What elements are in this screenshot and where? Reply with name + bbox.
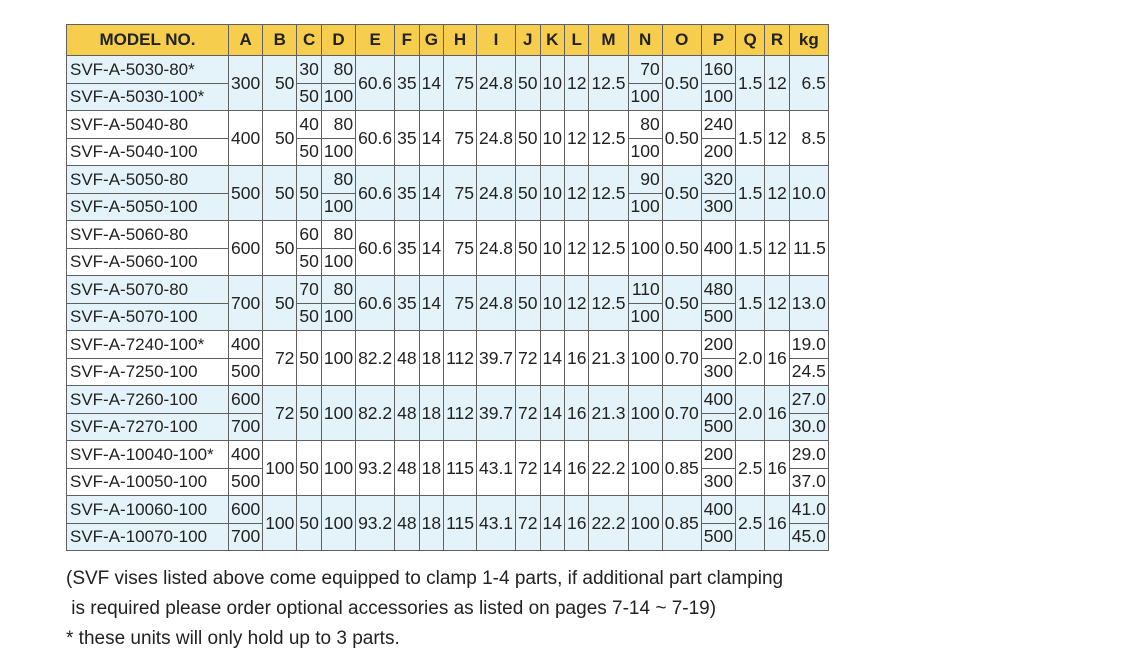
cell-d: 100: [321, 303, 355, 331]
cell-d: 100: [321, 248, 355, 276]
table-row: [67, 56, 829, 84]
cell-q: 2.5: [735, 496, 764, 551]
cell-d: 100: [321, 193, 355, 221]
cell-b: 50: [263, 166, 297, 221]
header-col-f: F: [395, 25, 419, 56]
cell-kg: 11.5: [789, 221, 828, 276]
cell-p: 160: [701, 56, 735, 84]
header-col-k: K: [540, 25, 564, 56]
header-col-r: R: [765, 25, 789, 56]
cell-kg: 6.5: [789, 56, 828, 111]
header-col-p: P: [701, 25, 735, 56]
cell-n: 100: [628, 441, 662, 496]
cell-r: 16: [765, 441, 789, 496]
cell-c: 30: [297, 56, 321, 84]
cell-b: 50: [263, 111, 297, 166]
cell-d: 80: [321, 221, 355, 249]
cell-d: 100: [321, 441, 355, 496]
cell-r: 12: [765, 276, 789, 331]
cell-k: 10: [540, 56, 564, 111]
model-cell: SVF-A-10070-100: [67, 523, 229, 551]
model-cell: SVF-A-5030-100*: [67, 83, 229, 111]
model-cell: SVF-A-5070-100: [67, 303, 229, 331]
cell-h: 112: [444, 331, 477, 386]
cell-m: 12.5: [589, 166, 628, 221]
cell-f: 48: [395, 386, 419, 441]
cell-d: 80: [321, 276, 355, 304]
cell-p: 240: [701, 111, 735, 139]
cell-h: 75: [444, 111, 477, 166]
cell-b: 50: [263, 276, 297, 331]
cell-r: 16: [765, 496, 789, 551]
cell-b: 50: [263, 56, 297, 111]
cell-p: 500: [701, 303, 735, 331]
cell-m: 12.5: [589, 221, 628, 276]
cell-f: 35: [395, 56, 419, 111]
model-cell: SVF-A-5070-80: [67, 276, 229, 304]
cell-a: 700: [229, 413, 263, 441]
cell-l: 16: [564, 331, 588, 386]
cell-p: 300: [701, 358, 735, 386]
cell-k: 10: [540, 166, 564, 221]
cell-a: 500: [229, 358, 263, 386]
cell-d: 80: [321, 56, 355, 84]
table-row: [67, 496, 829, 524]
cell-n: 100: [628, 138, 662, 166]
cell-g: 14: [419, 166, 443, 221]
model-cell: SVF-A-5060-80: [67, 221, 229, 249]
cell-n: 100: [628, 496, 662, 551]
cell-n: 100: [628, 331, 662, 386]
header-col-b: B: [263, 25, 297, 56]
spec-table-body: [67, 56, 829, 551]
cell-n: 100: [628, 386, 662, 441]
cell-f: 48: [395, 496, 419, 551]
cell-a: 400: [229, 441, 263, 469]
model-cell: SVF-A-10040-100*: [67, 441, 229, 469]
cell-c: 50: [297, 441, 321, 496]
cell-g: 14: [419, 111, 443, 166]
header-col-d: D: [321, 25, 355, 56]
cell-c: 50: [297, 496, 321, 551]
cell-n: 110: [628, 276, 662, 304]
cell-i: 39.7: [476, 386, 515, 441]
cell-q: 1.5: [735, 56, 764, 111]
cell-p: 200: [701, 441, 735, 469]
cell-f: 35: [395, 221, 419, 276]
cell-kg: 24.5: [789, 358, 828, 386]
cell-e: 93.2: [356, 496, 395, 551]
cell-j: 50: [516, 166, 540, 221]
cell-k: 14: [540, 441, 564, 496]
cell-f: 35: [395, 111, 419, 166]
footnotes: [66, 564, 783, 654]
cell-r: 12: [765, 56, 789, 111]
model-cell: SVF-A-5040-80: [67, 111, 229, 139]
cell-kg: 19.0: [789, 331, 828, 359]
cell-q: 1.5: [735, 166, 764, 221]
header-model-no: MODEL NO.: [67, 25, 229, 56]
cell-r: 12: [765, 166, 789, 221]
header-col-q: Q: [735, 25, 764, 56]
cell-a: 500: [229, 166, 263, 221]
cell-g: 18: [419, 331, 443, 386]
cell-c: 50: [297, 303, 321, 331]
cell-c: 60: [297, 221, 321, 249]
model-cell: SVF-A-10050-100: [67, 468, 229, 496]
cell-e: 82.2: [356, 331, 395, 386]
cell-kg: 37.0: [789, 468, 828, 496]
cell-m: 21.3: [589, 331, 628, 386]
cell-l: 12: [564, 276, 588, 331]
cell-d: 100: [321, 83, 355, 111]
cell-p: 400: [701, 386, 735, 414]
cell-d: 80: [321, 111, 355, 139]
table-row: [67, 166, 829, 194]
spec-table: [66, 24, 829, 551]
cell-d: 100: [321, 331, 355, 386]
model-cell: SVF-A-10060-100: [67, 496, 229, 524]
cell-e: 60.6: [356, 111, 395, 166]
cell-q: 1.5: [735, 111, 764, 166]
cell-p: 500: [701, 523, 735, 551]
cell-i: 24.8: [476, 221, 515, 276]
cell-a: 700: [229, 276, 263, 331]
cell-kg: 8.5: [789, 111, 828, 166]
cell-i: 43.1: [476, 441, 515, 496]
cell-k: 10: [540, 276, 564, 331]
cell-a: 700: [229, 523, 263, 551]
cell-p: 480: [701, 276, 735, 304]
cell-o: 0.50: [662, 111, 701, 166]
cell-kg: 41.0: [789, 496, 828, 524]
cell-m: 12.5: [589, 111, 628, 166]
cell-c: 50: [297, 138, 321, 166]
cell-p: 320: [701, 166, 735, 194]
cell-a: 300: [229, 56, 263, 111]
cell-r: 12: [765, 221, 789, 276]
cell-n: 80: [628, 111, 662, 139]
cell-k: 10: [540, 221, 564, 276]
spec-table-container: [66, 24, 829, 551]
cell-n: 100: [628, 83, 662, 111]
cell-p: 200: [701, 331, 735, 359]
model-cell: SVF-A-7270-100: [67, 413, 229, 441]
cell-b: 72: [263, 331, 297, 386]
note-line-3: * these units will only hold up to 3 parts.: [66, 628, 400, 649]
cell-c: 50: [297, 83, 321, 111]
cell-o: 0.50: [662, 166, 701, 221]
cell-m: 21.3: [589, 386, 628, 441]
cell-l: 12: [564, 111, 588, 166]
cell-kg: 29.0: [789, 441, 828, 469]
cell-e: 60.6: [356, 166, 395, 221]
cell-g: 14: [419, 56, 443, 111]
model-cell: SVF-A-5030-80*: [67, 56, 229, 84]
cell-r: 16: [765, 331, 789, 386]
header-col-a: A: [229, 25, 263, 56]
cell-b: 50: [263, 221, 297, 276]
cell-a: 400: [229, 111, 263, 166]
table-row: [67, 276, 829, 304]
cell-j: 50: [516, 56, 540, 111]
model-cell: SVF-A-5060-100: [67, 248, 229, 276]
cell-l: 16: [564, 496, 588, 551]
cell-q: 2.0: [735, 386, 764, 441]
cell-k: 14: [540, 331, 564, 386]
cell-c: 70: [297, 276, 321, 304]
cell-kg: 13.0: [789, 276, 828, 331]
note-line-1: (SVF vises listed above come equipped to clamp 1-4 parts, if additional part clamping: [66, 568, 784, 589]
cell-h: 115: [444, 496, 477, 551]
cell-j: 72: [516, 496, 540, 551]
cell-p: 400: [701, 496, 735, 524]
cell-j: 72: [516, 386, 540, 441]
cell-h: 75: [444, 276, 477, 331]
cell-c: 50: [297, 248, 321, 276]
cell-b: 100: [263, 496, 297, 551]
cell-f: 48: [395, 441, 419, 496]
cell-n: 70: [628, 56, 662, 84]
table-row: [67, 221, 829, 249]
cell-c: 50: [297, 166, 321, 221]
cell-q: 1.5: [735, 221, 764, 276]
header-col-g: G: [419, 25, 443, 56]
cell-n: 100: [628, 221, 662, 276]
cell-i: 24.8: [476, 276, 515, 331]
cell-d: 100: [321, 386, 355, 441]
cell-r: 16: [765, 386, 789, 441]
cell-o: 0.85: [662, 441, 701, 496]
cell-a: 500: [229, 468, 263, 496]
header-col-m: M: [589, 25, 628, 56]
cell-q: 2.0: [735, 331, 764, 386]
cell-o: 0.50: [662, 56, 701, 111]
cell-n: 100: [628, 193, 662, 221]
cell-g: 14: [419, 221, 443, 276]
cell-o: 0.70: [662, 386, 701, 441]
cell-e: 82.2: [356, 386, 395, 441]
cell-p: 400: [701, 221, 735, 276]
cell-j: 50: [516, 276, 540, 331]
cell-l: 16: [564, 441, 588, 496]
cell-i: 24.8: [476, 111, 515, 166]
cell-e: 60.6: [356, 276, 395, 331]
header-col-kg: kg: [789, 25, 828, 56]
table-row: [67, 386, 829, 414]
cell-j: 72: [516, 331, 540, 386]
cell-a: 600: [229, 221, 263, 276]
cell-p: 300: [701, 468, 735, 496]
cell-e: 60.6: [356, 221, 395, 276]
cell-h: 75: [444, 56, 477, 111]
header-col-j: J: [516, 25, 540, 56]
header-col-e: E: [356, 25, 395, 56]
cell-o: 0.70: [662, 331, 701, 386]
model-cell: SVF-A-7260-100: [67, 386, 229, 414]
cell-f: 35: [395, 166, 419, 221]
cell-p: 100: [701, 83, 735, 111]
note-line-2: is required please order optional accessories as listed on pages 7-14 ~ 7-19): [66, 598, 717, 619]
cell-l: 16: [564, 386, 588, 441]
cell-p: 300: [701, 193, 735, 221]
cell-e: 93.2: [356, 441, 395, 496]
cell-j: 50: [516, 111, 540, 166]
cell-l: 12: [564, 166, 588, 221]
cell-g: 18: [419, 441, 443, 496]
cell-i: 43.1: [476, 496, 515, 551]
cell-n: 90: [628, 166, 662, 194]
cell-o: 0.50: [662, 276, 701, 331]
cell-o: 0.85: [662, 496, 701, 551]
cell-q: 1.5: [735, 276, 764, 331]
cell-h: 115: [444, 441, 477, 496]
model-cell: SVF-A-5050-100: [67, 193, 229, 221]
cell-a: 400: [229, 331, 263, 359]
cell-k: 14: [540, 386, 564, 441]
cell-d: 100: [321, 496, 355, 551]
cell-kg: 27.0: [789, 386, 828, 414]
cell-k: 14: [540, 496, 564, 551]
cell-a: 600: [229, 386, 263, 414]
table-row: [67, 441, 829, 469]
cell-k: 10: [540, 111, 564, 166]
cell-m: 22.2: [589, 441, 628, 496]
table-row: [67, 111, 829, 139]
cell-c: 50: [297, 331, 321, 386]
model-cell: SVF-A-7240-100*: [67, 331, 229, 359]
cell-g: 18: [419, 386, 443, 441]
header-col-n: N: [628, 25, 662, 56]
header-col-i: I: [476, 25, 515, 56]
cell-kg: 10.0: [789, 166, 828, 221]
model-cell: SVF-A-7250-100: [67, 358, 229, 386]
cell-h: 112: [444, 386, 477, 441]
model-cell: SVF-A-5050-80: [67, 166, 229, 194]
cell-i: 24.8: [476, 166, 515, 221]
header-col-h: H: [444, 25, 477, 56]
cell-o: 0.50: [662, 221, 701, 276]
cell-e: 60.6: [356, 56, 395, 111]
cell-kg: 45.0: [789, 523, 828, 551]
cell-a: 600: [229, 496, 263, 524]
cell-b: 100: [263, 441, 297, 496]
cell-l: 12: [564, 221, 588, 276]
cell-c: 40: [297, 111, 321, 139]
cell-d: 80: [321, 166, 355, 194]
cell-kg: 30.0: [789, 413, 828, 441]
cell-r: 12: [765, 111, 789, 166]
cell-m: 22.2: [589, 496, 628, 551]
header-col-c: C: [297, 25, 321, 56]
model-cell: SVF-A-5040-100: [67, 138, 229, 166]
cell-n: 100: [628, 303, 662, 331]
cell-c: 50: [297, 386, 321, 441]
cell-q: 2.5: [735, 441, 764, 496]
header-row: [67, 25, 829, 56]
cell-g: 14: [419, 276, 443, 331]
cell-m: 12.5: [589, 56, 628, 111]
cell-h: 75: [444, 221, 477, 276]
cell-h: 75: [444, 166, 477, 221]
cell-i: 39.7: [476, 331, 515, 386]
header-col-o: O: [662, 25, 701, 56]
cell-i: 24.8: [476, 56, 515, 111]
cell-j: 50: [516, 221, 540, 276]
cell-f: 48: [395, 331, 419, 386]
cell-g: 18: [419, 496, 443, 551]
table-row: [67, 331, 829, 359]
cell-p: 500: [701, 413, 735, 441]
cell-l: 12: [564, 56, 588, 111]
cell-j: 72: [516, 441, 540, 496]
cell-p: 200: [701, 138, 735, 166]
header-col-l: L: [564, 25, 588, 56]
cell-b: 72: [263, 386, 297, 441]
cell-d: 100: [321, 138, 355, 166]
cell-m: 12.5: [589, 276, 628, 331]
cell-f: 35: [395, 276, 419, 331]
